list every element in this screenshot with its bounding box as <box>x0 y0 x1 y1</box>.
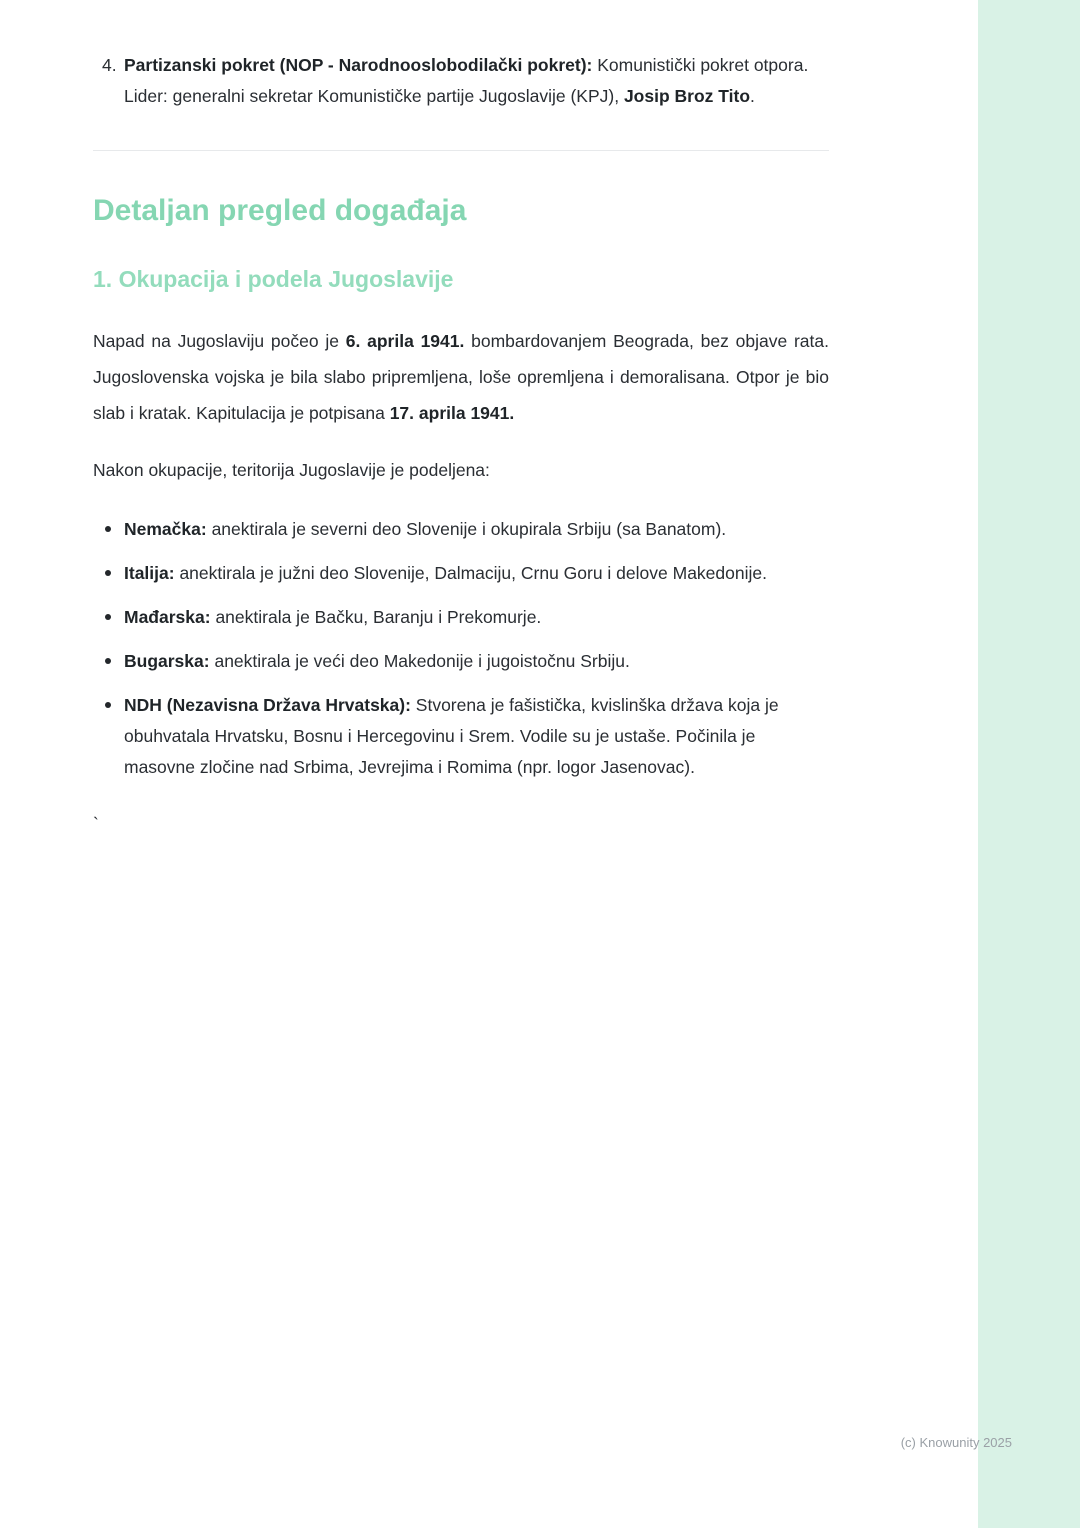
section-heading: Detaljan pregled događaja <box>93 194 467 227</box>
numbered-list-item <box>93 50 829 112</box>
bullet-dot-icon <box>105 526 111 532</box>
list-item <box>93 646 829 677</box>
list-item <box>93 602 829 633</box>
paragraph-occupation: Napad na Jugoslaviju počeo je 6. aprila 1941. bombardovanjem Beograda, bez objave rata. Jugoslovenska vojska je bila slabo pripremljena, loše opremljena i demoralisana. Otpor je bio slab i kratak. Kapitulacija je potpisana 17. aprila 1941. <box>93 331 829 423</box>
stray-character: ` <box>93 814 99 834</box>
bullet-text: Italija: anektirala je južni deo Slovenije, Dalmaciju, Crnu Goru i delove Makedonije. <box>124 563 767 583</box>
document-content <box>93 50 829 840</box>
bullet-text: NDH (Nezavisna Država Hrvatska): Stvorena je fašistička, kvislinška država koja je obuhvatala Hrvatsku, Bosnu i Hercegovinu i Srem. Vodile su je ustaše. Počinila je masovne zločine nad Srbima, Jevrejima i Romima (npr. logor Jasenovac). <box>124 695 779 777</box>
subsection-heading: 1. Okupacija i podela Jugoslavije <box>93 266 454 292</box>
bullet-dot-icon <box>105 702 111 708</box>
list-item <box>93 558 829 589</box>
bullet-dot-icon <box>105 614 111 620</box>
list-item <box>93 514 829 545</box>
bullet-text: Mađarska: anektirala je Bačku, Baranju i Prekomurje. <box>124 607 542 627</box>
watermark: (c) Knowunity 2025 <box>900 1435 1012 1450</box>
partition-bullet-list <box>93 514 829 783</box>
bullet-text: Nemačka: anektirala je severni deo Slovenije i okupirala Srbiju (sa Banatom). <box>124 519 727 539</box>
list-item <box>93 690 829 783</box>
bullet-dot-icon <box>105 658 111 664</box>
paragraph-partition-intro: Nakon okupacije, teritorija Jugoslavije je podeljena: <box>93 460 490 480</box>
list-item-text: Partizanski pokret (NOP - Narodnooslobodilački pokret): Komunistički pokret otpora. Lider: generalni sekretar Komunističke partije Jugoslavije (KPJ), Josip Broz Tito. <box>124 55 809 106</box>
section-divider <box>93 150 829 151</box>
list-item-number: 4. <box>102 55 117 75</box>
bullet-dot-icon <box>105 570 111 576</box>
bullet-text: Bugarska: anektirala je veći deo Makedonije i jugoistočnu Srbiju. <box>124 651 630 671</box>
page-accent-stripe <box>978 0 1080 1528</box>
